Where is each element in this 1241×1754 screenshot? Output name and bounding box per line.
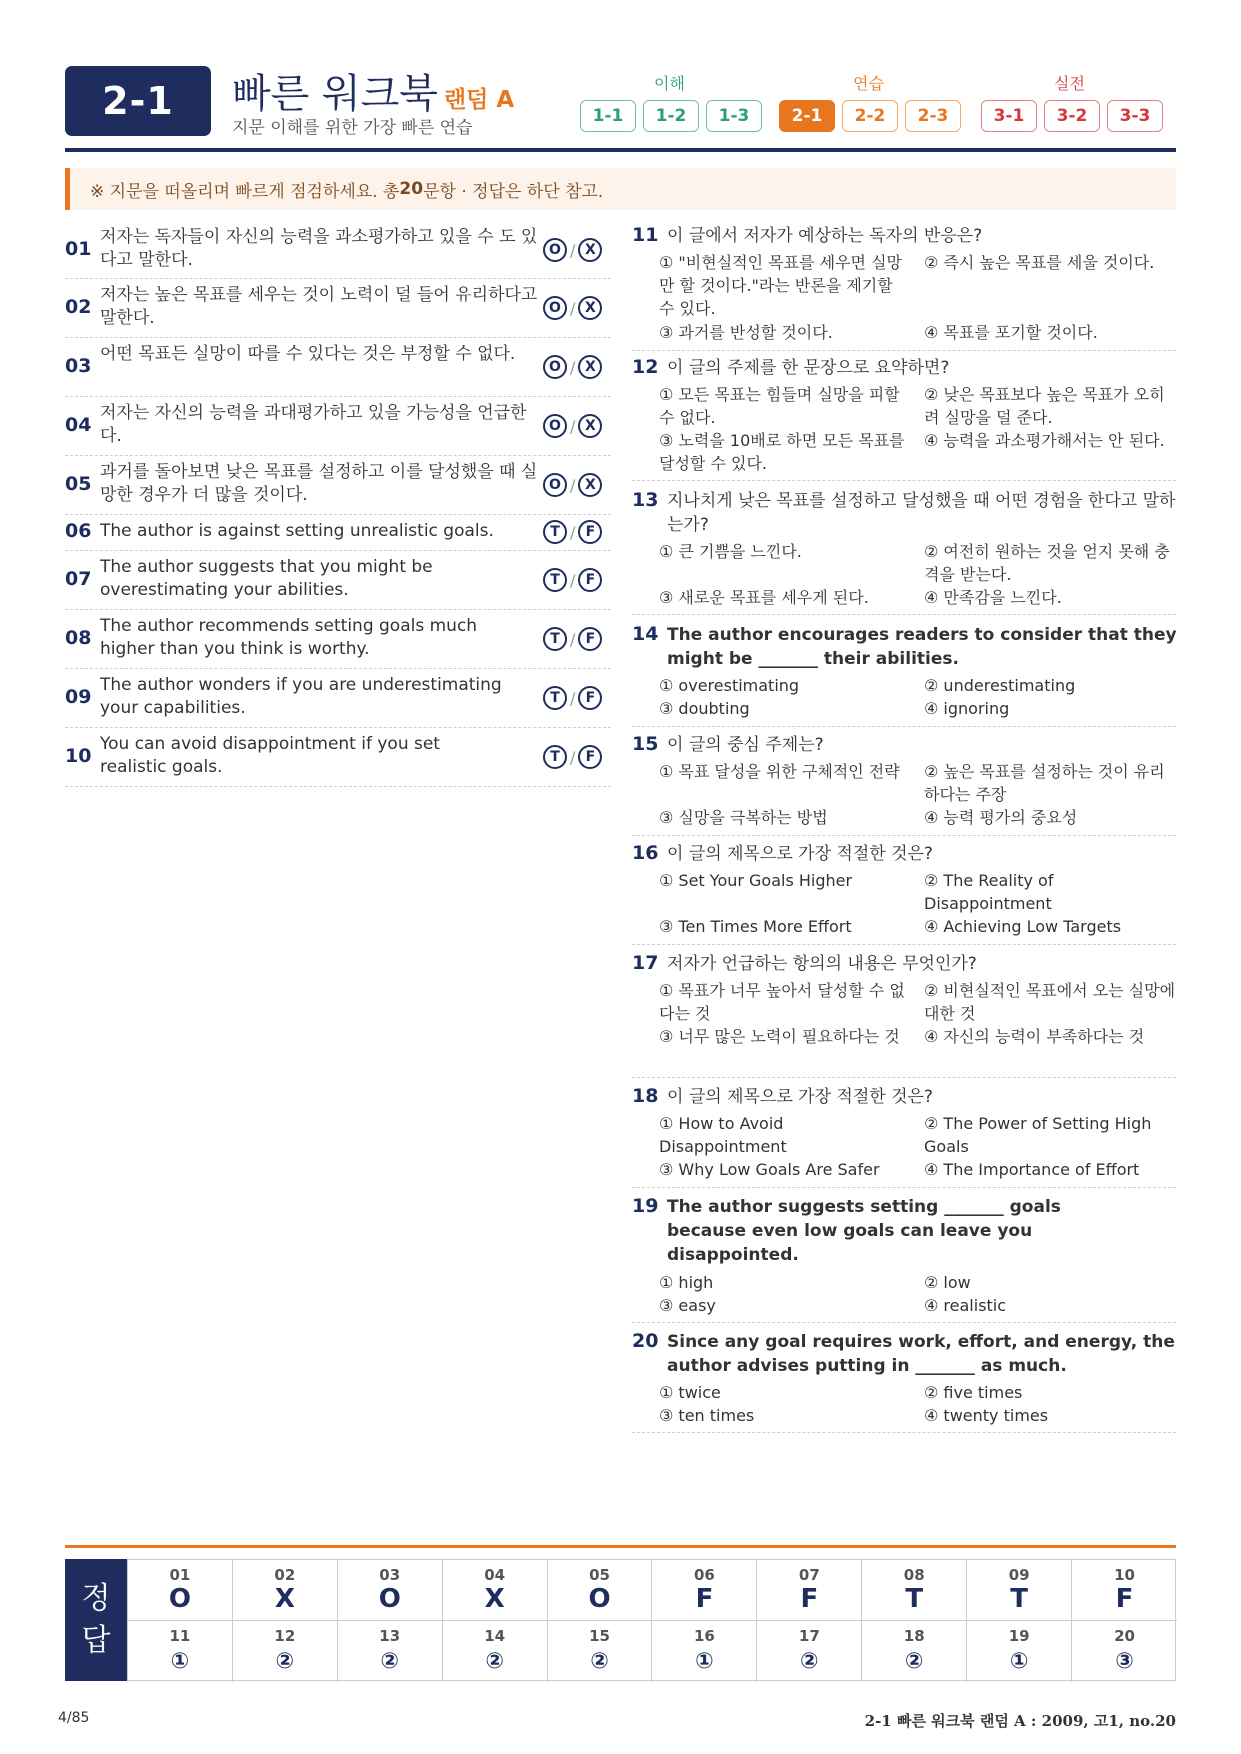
option-o-circle[interactable]: O [543,355,567,379]
answer-value: F [1115,1584,1134,1614]
option-4[interactable]: ④ 능력 평가의 중요성 [924,808,1078,827]
question-11 [632,224,1176,351]
question-text: The author wonders if you are underestimating your capabilities. [100,675,502,718]
question-number: 06 [65,520,92,542]
answer-cell [1072,1621,1177,1682]
option-f-circle[interactable]: F [578,686,602,710]
option-t-circle[interactable]: T [543,686,567,710]
tab-group-label-real: 실전 [1054,74,1085,93]
answer-cell [548,1560,653,1621]
notice-suffix: 문항 · 정답은 하단 참고. [423,181,604,202]
answer-cell [757,1560,862,1621]
answer-value: O [378,1584,401,1614]
answer-number: 01 [169,1566,191,1584]
option-3[interactable]: ③ 새로운 목표를 세우게 된다. [659,588,869,607]
option-2[interactable]: ② 높은 목표를 설정하는 것이 유리하다는 주장 [924,762,1165,804]
tab-3-3[interactable]: 3-3 [1107,100,1163,132]
tab-3-1[interactable]: 3-1 [981,100,1037,132]
question-number: 02 [65,296,92,318]
question-stem: The author encourages readers to consider that they might be _______ their abilities. [667,625,1177,669]
answer-cell [338,1621,443,1682]
answer-value: O [168,1584,191,1614]
option-3[interactable]: ③ Why Low Goals Are Safer [659,1160,880,1179]
option-o-circle[interactable]: O [543,238,567,262]
option-2[interactable]: ② five times [924,1383,1023,1402]
answer-choices [543,355,602,379]
option-x-circle[interactable]: X [578,414,602,438]
unit-number: 2-1 [102,79,174,123]
question-20 [632,1330,1176,1433]
tab-2-1[interactable]: 2-1 [779,100,835,132]
question-12 [632,356,1176,481]
option-2[interactable]: ② 비현실적인 목표에서 오는 실망에 대한 것 [924,981,1176,1023]
question-text: You can avoid disappointment if you set realistic goals. [100,734,440,777]
title-text: 빠른 워크북 [232,71,438,117]
option-4[interactable]: ④ The Importance of Effort [924,1160,1140,1179]
option-2[interactable]: ② 여전히 원하는 것을 얻지 못해 충격을 받는다. [924,542,1170,584]
question-19 [632,1195,1176,1323]
option-1[interactable]: ① high [659,1273,714,1292]
unit-badge [65,66,211,136]
question-number: 11 [632,224,659,246]
option-4[interactable]: ④ ignoring [924,699,1010,718]
option-f-circle[interactable]: F [578,568,602,592]
answer-number: 20 [1114,1627,1135,1645]
tab-3-2[interactable]: 3-2 [1044,100,1100,132]
question-number: 18 [632,1085,659,1107]
slash-separator: / [570,570,576,590]
slash-separator: / [570,522,576,542]
question-number: 08 [65,627,92,649]
option-3[interactable]: ③ ten times [659,1406,755,1425]
option-4[interactable]: ④ realistic [924,1296,1007,1315]
tab-1-1[interactable]: 1-1 [580,100,636,132]
option-x-circle[interactable]: X [578,473,602,497]
question-13 [632,489,1176,615]
question-stem: Since any goal requires work, effort, and energy, the author advises putting in _______ as much. [667,1332,1175,1376]
question-number: 20 [632,1330,659,1352]
question-number: 16 [632,842,659,864]
question-17 [632,952,1176,1078]
tab-group-label-understand: 이해 [654,74,685,93]
answer-value: ② [380,1649,400,1674]
option-1[interactable]: ① How to Avoid Disappointment [659,1114,787,1156]
question-number: 10 [65,745,92,767]
option-3[interactable]: ③ 너무 많은 노력이 필요하다는 것 [659,1027,900,1046]
option-3[interactable]: ③ 과거를 반성할 것이다. [659,323,833,342]
answer-value: ① [1009,1649,1029,1674]
option-2[interactable]: ② underestimating [924,676,1076,695]
option-f-circle[interactable]: F [578,745,602,769]
question-stem: 이 글에서 저자가 예상하는 독자의 반응은? [667,226,983,246]
title-tag: 랜덤 A [443,87,515,113]
answer-value: ② [275,1649,295,1674]
option-3[interactable]: ③ 노력을 10배로 하면 모든 목표를 달성할 수 있다. [659,431,905,473]
answer-label-char-1: 정 [81,1581,111,1616]
option-1[interactable]: ① overestimating [659,676,800,695]
option-x-circle[interactable]: X [578,355,602,379]
answer-value: F [695,1584,714,1614]
question-number: 03 [65,355,92,377]
answer-number: 14 [484,1627,506,1645]
question-stem: 이 글의 중심 주제는? [667,735,824,755]
answer-value: ③ [1115,1649,1134,1674]
question-09 [65,668,611,728]
question-number: 01 [65,238,92,260]
question-07 [65,550,611,610]
answer-value: T [905,1584,924,1614]
answer-number: 13 [379,1627,401,1645]
question-03 [65,337,611,397]
page-title [232,62,514,119]
question-number: 13 [632,489,659,511]
answer-cell [443,1621,548,1682]
answer-cell [233,1560,338,1621]
option-o-circle[interactable]: O [543,296,567,320]
question-06 [65,514,611,551]
answer-value: X [274,1584,295,1614]
question-number: 15 [632,733,659,755]
answer-number: 04 [484,1566,506,1584]
answer-value: O [588,1584,611,1614]
question-stem: The author suggests setting _______ goals because even low goals can leave you disappointed. [667,1197,1061,1265]
question-text: The author recommends setting goals much higher than you think is worthy. [100,616,478,659]
answer-value: X [484,1584,505,1614]
option-4[interactable]: ④ twenty times [924,1406,1049,1425]
question-number: 09 [65,686,92,708]
question-number: 04 [65,414,92,436]
answer-cell [548,1621,653,1682]
answer-cell [862,1560,967,1621]
answer-number: 12 [274,1627,296,1645]
option-3[interactable]: ③ doubting [659,699,750,718]
option-f-circle[interactable]: F [578,627,602,651]
option-2[interactable]: ② 즉시 높은 목표를 세울 것이다. [924,253,1155,272]
option-3[interactable]: ③ 실망을 극복하는 방법 [659,808,828,827]
answer-cell [757,1621,862,1682]
option-4[interactable]: ④ 목표를 포기할 것이다. [924,323,1098,342]
slash-separator: / [570,747,576,767]
option-t-circle[interactable]: T [543,745,567,769]
option-o-circle[interactable]: O [543,414,567,438]
option-3[interactable]: ③ easy [659,1296,716,1315]
option-2[interactable]: ② The Reality of Disappointment [924,871,1054,913]
answer-number: 19 [1008,1627,1030,1645]
answer-choices [543,473,602,497]
tab-group-label-practice: 연습 [853,74,884,93]
slash-separator: / [570,688,576,708]
option-4[interactable]: ④ 자신의 능력이 부족하다는 것 [924,1027,1145,1046]
slash-separator: / [570,475,576,495]
option-1[interactable]: ① 목표가 너무 높아서 달성할 수 없다는 것 [659,981,905,1023]
option-1[interactable]: ① "비현실적인 목표를 세우면 실망만 할 것이다."라는 반론을 제기할 수 있다. [659,253,902,318]
option-x-circle[interactable]: X [578,296,602,320]
answer-number: 08 [903,1566,925,1584]
answer-divider [65,1545,1176,1548]
option-1[interactable]: ① 모든 목표는 힘들며 실망을 피할 수 없다. [659,385,900,427]
tab-1-2[interactable]: 1-2 [643,100,699,132]
answer-choices [543,520,602,544]
answer-number: 15 [589,1627,610,1645]
answer-value: F [800,1584,819,1614]
tab-1-3[interactable]: 1-3 [706,100,762,132]
answer-choices [543,627,602,651]
answer-number: 02 [274,1566,296,1584]
answer-value: T [1010,1584,1028,1614]
option-2[interactable]: ② 낮은 목표보다 높은 목표가 오히려 실망을 덜 준다. [924,385,1165,427]
answer-choices [543,238,602,262]
answer-number: 05 [589,1566,610,1584]
page-number: 4/85 [58,1710,90,1726]
answer-value: ② [904,1649,924,1674]
question-stem: 이 글의 주제를 한 문장으로 요약하면? [667,358,950,378]
option-x-circle[interactable]: X [578,238,602,262]
option-2[interactable]: ② The Power of Setting High Goals [924,1114,1152,1156]
header-divider [65,148,1176,152]
question-01 [65,222,611,279]
option-3[interactable]: ③ Ten Times More Effort [659,917,852,936]
answer-value: ② [800,1649,819,1674]
notice-count: 20 [399,179,424,199]
tab-2-3[interactable]: 2-3 [905,100,961,132]
tab-2-2[interactable]: 2-2 [842,100,898,132]
slash-separator: / [570,416,576,436]
question-text: The author suggests that you might be overestimating your abilities. [100,557,433,600]
question-02 [65,278,611,338]
question-text: 저자는 높은 목표를 세우는 것이 노력이 덜 들어 유리하다고 말한다. [100,285,538,328]
question-stem: 이 글의 제목으로 가장 적절한 것은? [667,844,933,864]
answer-number: 17 [798,1627,820,1645]
option-t-circle[interactable]: T [543,627,567,651]
option-1[interactable]: ① twice [659,1383,721,1402]
question-text: 어떤 목표든 실망이 따를 수 있다는 것은 부정할 수 없다. [100,344,516,364]
question-number: 12 [632,356,659,378]
slash-separator: / [570,240,576,260]
question-number: 17 [632,952,659,974]
answer-key-label [65,1559,127,1681]
answer-number: 09 [1008,1566,1030,1584]
answer-cell [862,1621,967,1682]
slash-separator: / [570,298,576,318]
question-number: 05 [65,473,92,495]
answer-value: ① [695,1649,714,1674]
answer-cell [967,1560,1072,1621]
option-1[interactable]: ① 큰 기쁨을 느낀다. [659,542,802,561]
question-number: 19 [632,1195,659,1217]
answer-choices [543,296,602,320]
notice-prefix: ※ 지문을 떠올리며 빠르게 점검하세요. 총 [90,181,400,202]
question-text: 과거를 돌아보면 낮은 목표를 설정하고 이를 달성했을 때 실망한 경우가 더 많을 것이다. [100,462,538,505]
answer-number: 11 [169,1627,191,1645]
question-stem: 지나치게 낮은 목표를 설정하고 달성했을 때 어떤 경험을 한다고 말하는가? [667,491,1176,535]
answer-cell [653,1560,758,1621]
page-subtitle: 지문 이해를 위한 가장 빠른 연습 [232,118,473,138]
answer-choices [543,686,602,710]
option-2[interactable]: ② low [924,1273,971,1292]
answer-number: 03 [379,1566,401,1584]
question-14 [632,623,1176,727]
answer-label-char-2: 답 [81,1623,111,1658]
answer-choices [543,745,602,769]
answer-value: ② [590,1649,609,1674]
notice-banner [65,168,1176,210]
answer-cell [233,1621,338,1682]
answer-cell [128,1621,233,1682]
question-number: 14 [632,623,659,645]
answer-number: 10 [1114,1566,1135,1584]
option-1[interactable]: ① Set Your Goals Higher [659,871,853,890]
question-05 [65,455,611,515]
answer-number: 18 [903,1627,925,1645]
answer-cell [653,1621,758,1682]
option-o-circle[interactable]: O [543,473,567,497]
answer-number: 06 [694,1566,715,1584]
option-4[interactable]: ④ 만족감을 느낀다. [924,588,1062,607]
question-stem: 저자가 언급하는 항의의 내용은 무엇인가? [667,954,977,974]
answer-key-table [127,1559,1176,1681]
question-18 [632,1085,1176,1188]
answer-value: ② [485,1649,504,1674]
question-16 [632,842,1176,945]
option-1[interactable]: ① 목표 달성을 위한 구체적인 전략 [659,762,900,781]
option-4[interactable]: ④ 능력을 과소평가해서는 안 된다. [924,431,1165,450]
slash-separator: / [570,629,576,649]
option-f-circle[interactable]: F [578,520,602,544]
question-15 [632,733,1176,836]
answer-value: ① [170,1649,190,1674]
option-4[interactable]: ④ Achieving Low Targets [924,917,1122,936]
question-10 [65,727,611,787]
question-stem: 이 글의 제목으로 가장 적절한 것은? [667,1087,933,1107]
answer-cell [967,1621,1072,1682]
answer-choices [543,414,602,438]
option-t-circle[interactable]: T [543,568,567,592]
option-t-circle[interactable]: T [543,520,567,544]
slash-separator: / [570,357,576,377]
answer-cell [443,1560,548,1621]
question-08 [65,609,611,669]
answer-number: 16 [694,1627,715,1645]
question-number: 07 [65,568,92,590]
question-text: 저자는 자신의 능력을 과대평가하고 있을 가능성을 언급한다. [100,403,527,446]
answer-cell [128,1560,233,1621]
footer-source: 2-1 빠른 워크북 랜덤 A : 2009, 고1, no.20 [864,1712,1176,1730]
question-04 [65,396,611,456]
question-text: 저자는 독자들이 자신의 능력을 과소평가하고 있을 수 도 있다고 말한다. [100,227,538,270]
answer-cell [338,1560,443,1621]
answer-cell [1072,1560,1177,1621]
question-text: The author is against setting unrealistic goals. [100,521,494,541]
answer-choices [543,568,602,592]
answer-number: 07 [798,1566,820,1584]
